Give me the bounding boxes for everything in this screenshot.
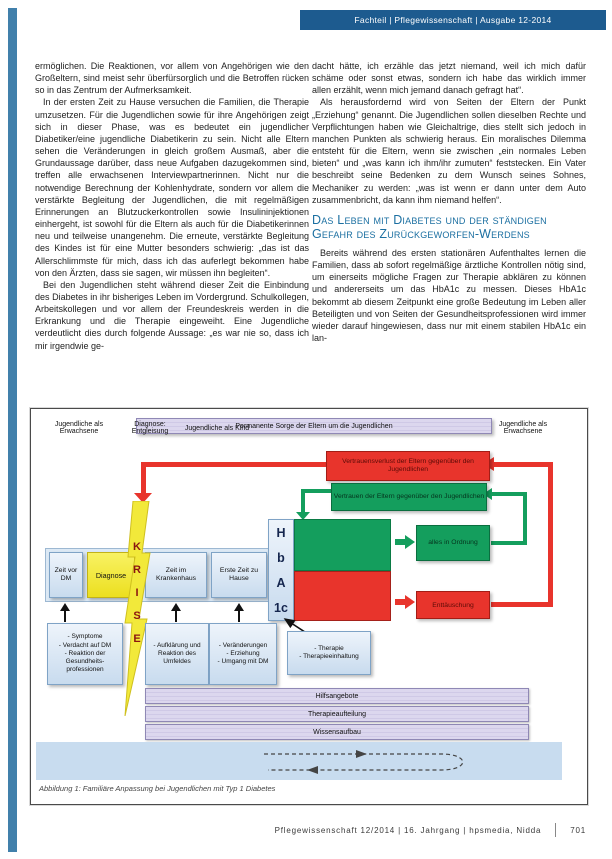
up-arrowhead-icon [171, 603, 181, 611]
bad-arrow-stem [395, 599, 405, 605]
header-banner [300, 10, 606, 30]
green-line-right-vertical [523, 492, 527, 545]
detail-box-therapie [287, 631, 371, 675]
support-bar-wissensaufbau: Wissensaufbau [145, 724, 529, 740]
support-bar-hilfsangebote: Hilfsangebote [145, 688, 529, 704]
timeline-phase-erste-zeit: Erste Zeit zu Hause [211, 552, 267, 598]
detail-line: - Veränderungen [218, 641, 268, 649]
good-outcome-box: alles in Ordnung [416, 525, 490, 561]
up-arrow [238, 610, 240, 622]
detail-line: - Verdacht auf DM [58, 641, 112, 649]
krise-letter: K [133, 541, 141, 553]
body-paragraph: In der ersten Zeit zu Hause versuchen die Familien, die Therapie umzusetzen. Für die Jugendlichen sowie für ihre Angehörigen zeigt sich in dieser Phase, was es bedeutet ein jugendlicher Diabetiker/eine jugendliche Diabetikerin zu sein. Nicht alle Eltern sehen die Veränderungen in gleich großem Ausmaß, aber die Grundaussage darüber, dass neue Aufgaben dazugekommen sind, treffen alle erwachsenen Interviewpartnerinnen. Nicht nur die notwendige Berechnung der Kohlenhydrate, sondern vor allem die verstärkte Begleitung der Jugendlichen, die mit regelmäßigen Erinnerungen an Blutzuckerkontrollen sowie Insulininjektionen einhergeht, ist sowohl für die Eltern als auch für die Diabetikerinnen neu und teilweise unangenehm. Die erneute, verstärkte Begleitung des Kindes ist für eine Mutter besonders schwierig: „das ist das Allerschlimmste für mich, dass ich das auferlegt bekommen habe von den Ärzten, dass sie sagen, wir müssen ihn begleiten“. [35, 97, 309, 278]
red-line-left-vertical [141, 462, 146, 493]
green-line-left-horizontal [301, 489, 331, 493]
good-arrow-stem [395, 539, 405, 545]
good-arrowhead-right-icon [405, 535, 415, 549]
bad-outcome-box: Enttäuschung [416, 591, 490, 619]
detail-line: - Aufklärung und Reaktion des Umfeldes [153, 641, 201, 666]
band-item-erwachsene-left: Jugendliche als Erwachsene [54, 421, 104, 435]
loop-arrowhead-left [307, 766, 318, 774]
section-heading: Das Leben mit Diabetes und der ständigen Gefahr des Zurückgeworfen-Werdens [312, 212, 547, 242]
hba1c-label-box [268, 519, 294, 621]
hba1c-letter: H [276, 525, 286, 540]
footer-divider [555, 823, 556, 837]
detail-line: - Erziehung [226, 649, 260, 657]
dashed-cycle-loop-icon [256, 746, 486, 776]
hba1c-letter: A [276, 575, 286, 590]
body-paragraph: dacht hätte, ich erzähle das jetzt niemand, weil ich mich dafür schäme oder sonst etwas, sondern ich habe das wirklich immer allen erzählt, wenn mich jemand danach gefragt hat“. [312, 61, 586, 96]
up-arrowhead-icon [60, 603, 70, 611]
up-arrow [175, 610, 177, 622]
detail-line: - Reaktion der Gesundheits-professionen [64, 649, 106, 674]
distrust-box: Vertrauensverlust der Eltern gegenüber den Jugendlichen [326, 451, 490, 481]
footer-page-number: 701 [570, 825, 586, 835]
hba1c-letter: 1c [274, 600, 288, 615]
up-arrowhead-icon [234, 603, 244, 611]
body-paragraph: Bereits während des ersten stationären Aufenthaltes lernen die Familien, dass ab sofort regelmäßige ärztliche Kontrollen nötig sind, um einerseits mögliche Fragen zur Therapie abklären zu können und andererseits um das HbA1c zu messen. Dieses HbA1c bekommt ab diesem Zeitpunkt eine große Bedeutung im Leben aller Beteiligten und von Seiten der Gesundheitsprofessionen wird immer wieder darauf hingewiesen, dass nur mit einem stabilen HbA1c ein lan- [312, 247, 586, 343]
left-accent-stripe [8, 8, 17, 852]
detail-box-veraenderungen [209, 623, 277, 685]
timeline-phase-krankenhaus: Zeit im Krankenhaus [145, 552, 207, 598]
footer-journal-line: Pflegewissenschaft 12/2014 | 16. Jahrgang | hpsmedia, Nidda [274, 825, 542, 835]
hba1c-good-block [294, 519, 391, 571]
red-line-bottom-horizontal [491, 602, 553, 607]
green-line-right-horizontal [491, 541, 527, 545]
krise-letter: I [135, 587, 139, 599]
trust-box: Vertrauen der Eltern gegenüber den Jugendlichen [331, 483, 487, 511]
body-paragraph: Bei den Jugendlichen steht während dieser Zeit die Einbindung des Diabetes in ihr bisheriges Leben im Vordergrund. Schulkollegen, Arbeitskollegen und vor allem der Freundeskreis werden in die Erkrankung und die Therapie eingeweiht. Eine Jugendliche verdeutlicht dies durch folgende Aussage: „es war nie so, dass ich mir irgendwie ge- [35, 279, 309, 351]
bad-arrowhead-right-icon [405, 595, 415, 609]
detail-line: - Symptome [67, 633, 103, 641]
band-item-entgleisung: Diagnose: Entgleisung [131, 421, 169, 435]
loop-arrowhead-right [356, 750, 367, 758]
detail-line: - Therapie [314, 644, 344, 652]
detail-box-symptome [47, 623, 123, 685]
left-column [35, 60, 309, 404]
body-paragraph: Als herausfordernd wird von Seiten der Eltern der Punkt „Erziehung“ genannt. Die Jugendlichen sollen dieselben Rechte und Verpflichtungen haben wie Gleichaltrige, dies stellt sich jedoch in manchen Punkten als schwierig heraus. Ein moralisches Dilemma entsteht für die Eltern, wenn sie zwischen „ein normales Leben bieten“ und „was kann ich ihm/ihr zumuten“ feststecken. Ein Vater beschreibt seine Bedenken zu dem Wunsch seines Sohnes, Mechaniker zu werden: „was ist wenn er dann unter dem Auto zusammenbricht, da kann ihm niemand helfen“. [312, 97, 586, 205]
krise-letter: S [133, 610, 141, 622]
detail-line: - Therapieeinhaltung [299, 653, 359, 660]
band-item-kind: Jugendliche als Kind [184, 424, 250, 432]
green-line-left-vertical [301, 489, 305, 512]
header-banner-text: Fachteil | Pflegewissenschaft | Ausgabe 12-2014 [354, 15, 552, 25]
red-line-into-distrust [494, 462, 551, 467]
page-footer [35, 823, 586, 837]
support-bar-therapieaufteilung: Therapieaufteilung [145, 706, 529, 722]
timeline-phase-zeit-vor-dm: Zeit vor DM [49, 552, 83, 598]
hba1c-letter: b [277, 550, 285, 565]
red-line-left-horizontal [141, 462, 327, 467]
figure-top-bar: Permanente Sorge der Eltern um die Jugendlichen [136, 418, 492, 434]
right-column [312, 60, 586, 404]
figure-caption: Abbildung 1: Familiäre Anpassung bei Jugendlichen mit Typ 1 Diabetes [39, 784, 276, 793]
krise-letter: E [133, 633, 141, 645]
figure-1-diagram [30, 408, 588, 805]
detail-box-aufklaerung [145, 623, 209, 685]
krise-letter: R [133, 564, 141, 576]
red-line-right-vertical [548, 462, 553, 607]
up-arrow [64, 610, 66, 622]
timeline-phase-diagnose: Diagnose [87, 552, 135, 598]
detail-line: - Umgang mit DM [217, 658, 269, 666]
band-item-erwachsene-right: Jugendliche als Erwachsene [498, 421, 548, 435]
body-paragraph: ermöglichen. Die Reaktionen, vor allem von Angehörigen wie den Großeltern, sind meist sehr überfürsorglich und die Betroffen rücken so in das Zentrum der Aufmerksamkeit. [35, 61, 309, 96]
green-line-into-trust [492, 492, 526, 496]
